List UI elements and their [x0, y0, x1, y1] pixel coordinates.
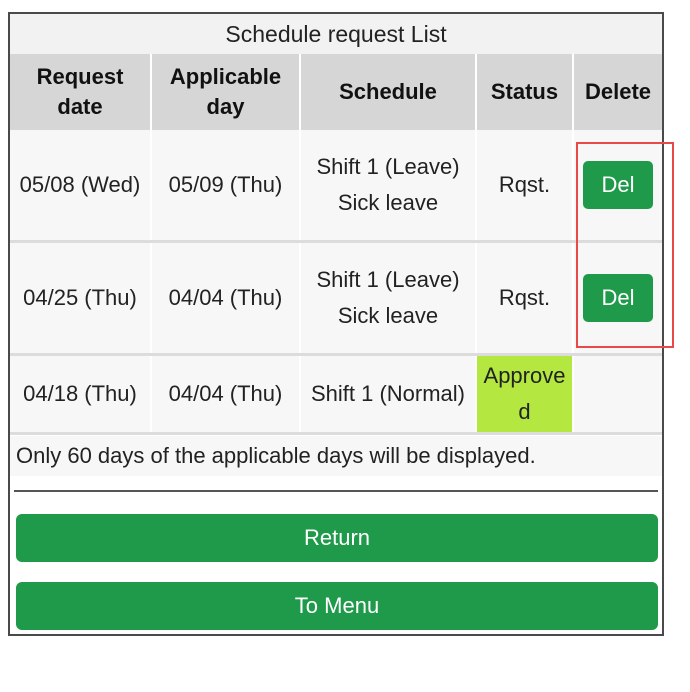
status-cell: Rqst.: [476, 242, 573, 355]
panel-title: Schedule request List: [10, 14, 662, 55]
applicable-day-cell: 04/04 (Thu): [151, 242, 300, 355]
delete-button[interactable]: Del: [583, 274, 653, 322]
table-row: [10, 130, 662, 242]
header-delete: Delete: [573, 54, 662, 130]
delete-button[interactable]: Del: [583, 161, 653, 209]
status-badge-approved: Approved: [476, 355, 573, 434]
display-limit-note: Only 60 days of the applicable days will be displayed.: [10, 436, 662, 476]
header-applicable-day: Applicable day: [151, 54, 300, 130]
delete-cell-empty: [573, 355, 662, 434]
schedule-cell: Shift 1 (Leave) Sick leave: [300, 130, 476, 242]
header-status: Status: [476, 54, 573, 130]
schedule-cell: Shift 1 (Leave) Sick leave: [300, 242, 476, 355]
schedule-request-table: [10, 54, 662, 435]
schedule-request-panel: [8, 12, 664, 636]
request-date-cell: 04/18 (Thu): [10, 355, 151, 434]
request-date-cell: 05/08 (Wed): [10, 130, 151, 242]
table-header-row: [10, 54, 662, 130]
status-cell: Rqst.: [476, 130, 573, 242]
divider: [14, 490, 658, 492]
header-schedule: Schedule: [300, 54, 476, 130]
to-menu-button[interactable]: To Menu: [16, 582, 658, 630]
request-date-cell: 04/25 (Thu): [10, 242, 151, 355]
delete-cell: [573, 242, 662, 355]
table-row: [10, 355, 662, 434]
delete-cell: [573, 130, 662, 242]
header-request-date: Request date: [10, 54, 151, 130]
return-button[interactable]: Return: [16, 514, 658, 562]
schedule-cell: Shift 1 (Normal): [300, 355, 476, 434]
table-row: [10, 242, 662, 355]
applicable-day-cell: 04/04 (Thu): [151, 355, 300, 434]
applicable-day-cell: 05/09 (Thu): [151, 130, 300, 242]
